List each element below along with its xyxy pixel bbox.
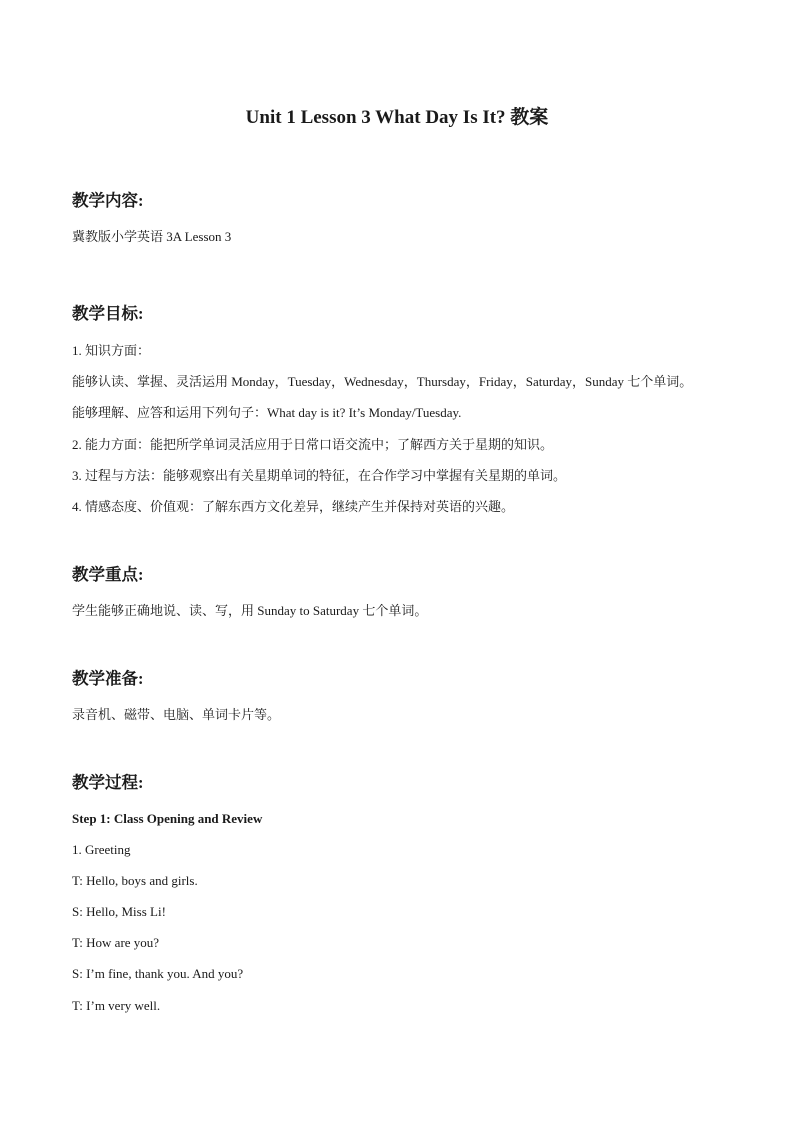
preparation-line: 录音机、磁带、电脑、单词卡片等。 — [72, 707, 281, 722]
key-points-line: 学生能够正确地说、读、写，用 Sunday to Saturday 七个单词。 — [72, 603, 428, 618]
section-heading-process: 教学过程: — [72, 773, 144, 792]
process-line-2: T: Hello, boys and girls. — [72, 873, 198, 888]
section-heading-preparation: 教学准备: — [72, 669, 144, 688]
process-line-5: S: I’m fine, thank you. And you? — [72, 966, 244, 981]
process-line-1: 1. Greeting — [72, 842, 131, 857]
process-line-4: T: How are you? — [72, 935, 160, 950]
goals-line-4: 2. 能力方面：能把所学单词灵活应用于日常口语交流中；了解西方关于星期的知识。 — [72, 437, 554, 452]
content-line: 冀教版小学英语 3A Lesson 3 — [72, 229, 232, 244]
goals-line-2: 能够认读、掌握、灵活运用 Monday，Tuesday，Wednesday，Thursday，Friday，Saturday，Sunday 七个单词。 — [72, 374, 693, 389]
goals-line-1: 1. 知识方面： — [72, 343, 151, 358]
section-heading-content: 教学内容: — [72, 191, 144, 210]
goals-line-3: 能够理解、应答和运用下列句子：What day is it? It’s Monday/Tuesday. — [72, 405, 462, 420]
document-title: Unit 1 Lesson 3 What Day Is It? 教案 — [245, 107, 549, 128]
process-line-3: S: Hello, Miss Li! — [72, 904, 166, 919]
process-line-6: T: I’m very well. — [72, 998, 161, 1013]
process-step-title: Step 1: Class Opening and Review — [72, 811, 263, 826]
section-heading-goals: 教学目标: — [72, 304, 144, 323]
goals-line-6: 4. 情感态度、价值观：了解东西方文化差异，继续产生并保持对英语的兴趣。 — [72, 499, 515, 514]
section-heading-key-points: 教学重点: — [72, 565, 144, 584]
goals-line-5: 3. 过程与方法：能够观察出有关星期单词的特征，在合作学习中掌握有关星期的单词。 — [72, 468, 567, 483]
